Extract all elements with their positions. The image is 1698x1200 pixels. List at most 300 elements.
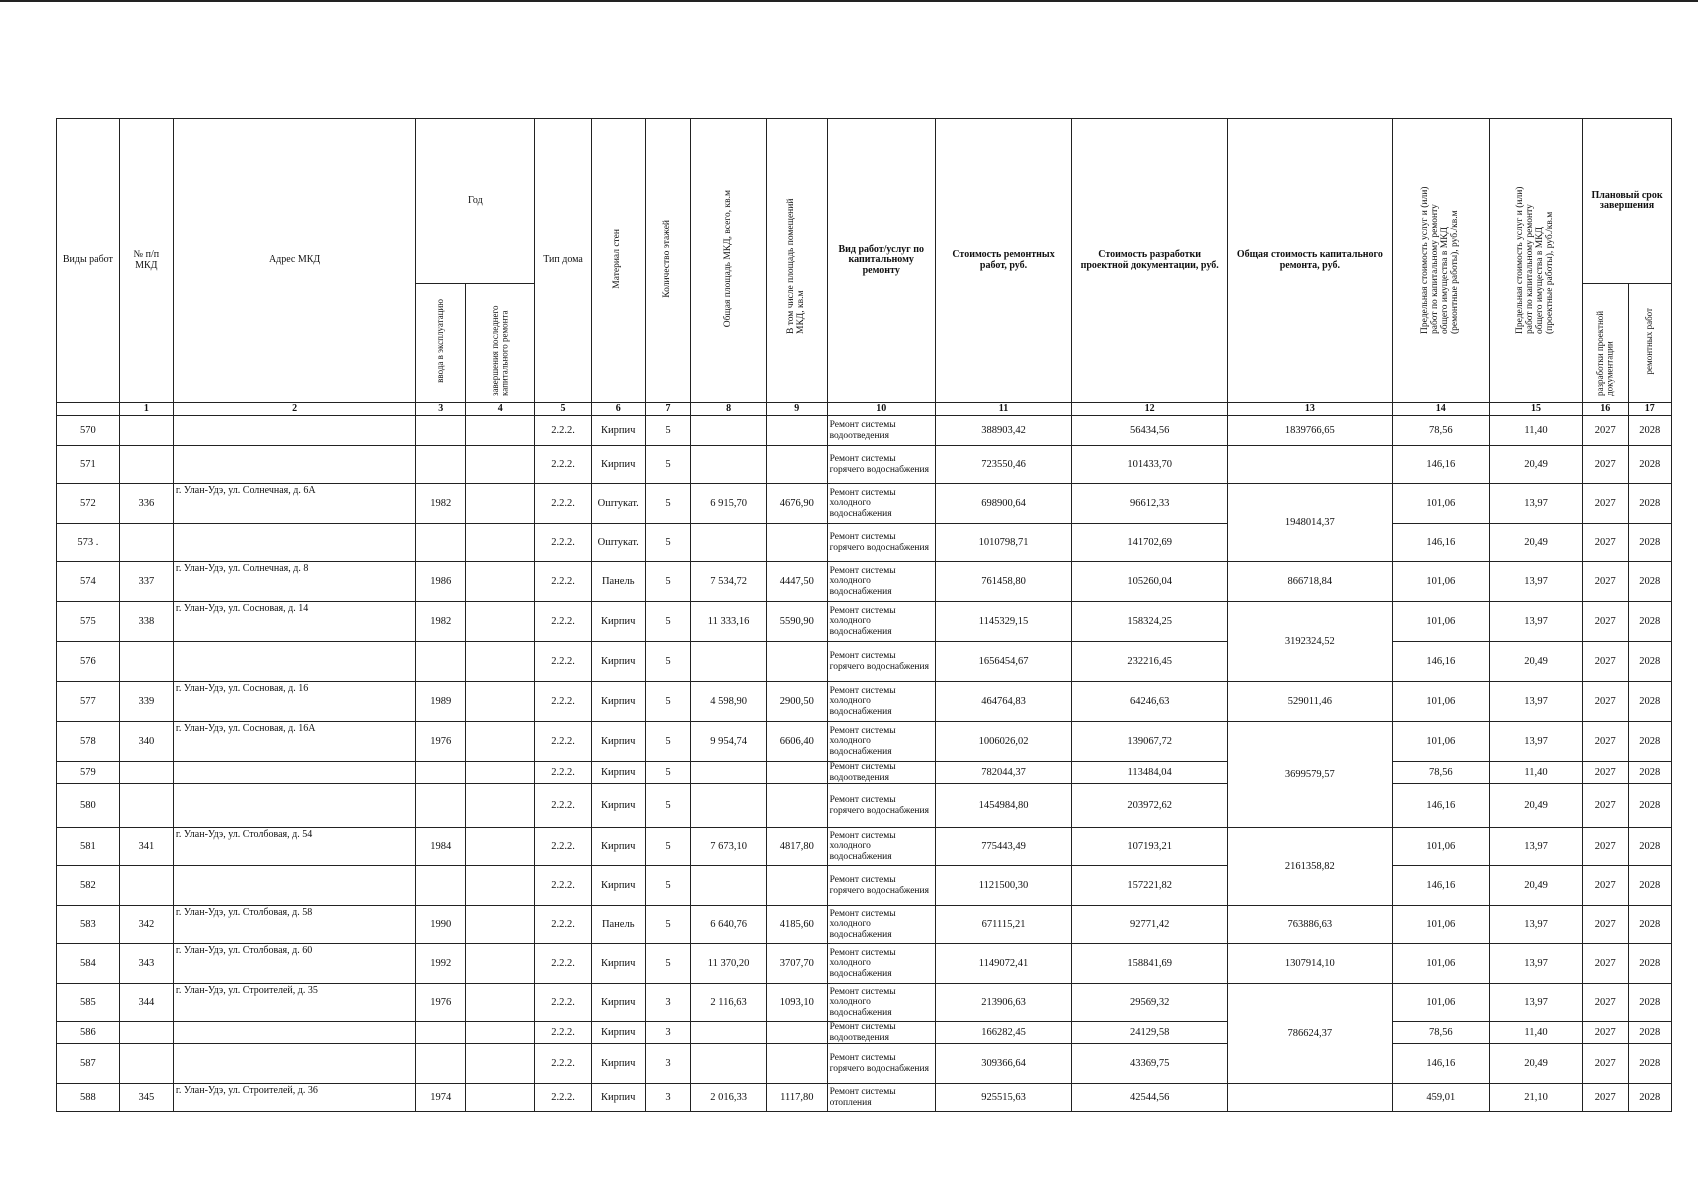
year-last-repair-cell [466,1044,535,1084]
house-type-cell: 2.2.2. [535,984,591,1022]
wall-material-cell: Кирпич [591,1044,645,1084]
term-design-cell: 2027 [1583,446,1628,484]
limit-repair-cell: 78,56 [1392,1022,1489,1044]
column-number-cell: 3 [416,403,466,416]
house-type-cell: 2.2.2. [535,906,591,944]
limit-design-cell: 13,97 [1490,562,1583,602]
year-commission-cell: 1986 [416,562,466,602]
column-number-cell: 16 [1583,403,1628,416]
term-design-cell: 2027 [1583,416,1628,446]
limit-design-cell: 20,49 [1490,866,1583,906]
service-type-cell: Ремонт системы холодного водоснабжения [827,562,935,602]
header-design-cost: Стоимость разработки проектной документации, руб. [1072,119,1228,403]
house-type-cell: 2.2.2. [535,484,591,524]
term-design-cell: 2027 [1583,642,1628,682]
repair-cost-cell: 388903,42 [935,416,1071,446]
mkd-number-cell: 345 [119,1084,173,1112]
term-repair-cell: 2028 [1628,642,1671,682]
limit-design-cell: 13,97 [1490,984,1583,1022]
column-number-cell [57,403,120,416]
header-term-repair: ремонтных работ [1628,284,1671,403]
column-number-cell: 4 [466,403,535,416]
wall-material-cell: Кирпич [591,446,645,484]
repair-cost-cell: 1006026,02 [935,722,1071,762]
premises-area-cell: 6606,40 [767,722,828,762]
term-repair-cell: 2028 [1628,722,1671,762]
mkd-number-cell: 344 [119,984,173,1022]
term-repair-cell: 2028 [1628,784,1671,828]
wall-material-cell: Кирпич [591,944,645,984]
limit-design-cell: 20,49 [1490,1044,1583,1084]
total-cost-cell: 3699579,57 [1228,722,1393,828]
header-limit-design: Предельная стоимость услуг и (или) работ по капитальному ремонту общего имущества в МКД (проектные работы), руб./кв.м [1490,119,1583,403]
premises-area-cell [767,642,828,682]
column-number-cell: 11 [935,403,1071,416]
row-number-cell: 582 [57,866,120,906]
design-cost-cell: 139067,72 [1072,722,1228,762]
address-cell: г. Улан-Удэ, ул. Столбовая, д. 58 [173,906,415,944]
mkd-number-cell [119,762,173,784]
table-row [57,984,1672,1022]
year-commission-cell: 1984 [416,828,466,866]
premises-area-cell [767,524,828,562]
floors-cell: 5 [645,642,690,682]
term-repair-cell: 2028 [1628,906,1671,944]
house-type-cell: 2.2.2. [535,416,591,446]
term-repair-cell: 2028 [1628,484,1671,524]
header-limit-repair: Предельная стоимость услуг и (или) работ по капитальному ремонту общего имущества в МКД (ремонтные работы), руб./кв.м [1392,119,1489,403]
limit-repair-cell: 101,06 [1392,944,1489,984]
limit-repair-cell: 146,16 [1392,866,1489,906]
limit-design-cell: 13,97 [1490,682,1583,722]
premises-area-cell: 2900,50 [767,682,828,722]
limit-repair-cell: 101,06 [1392,906,1489,944]
row-number-cell: 576 [57,642,120,682]
total-area-cell: 11 370,20 [691,944,767,984]
year-last-repair-cell [466,944,535,984]
mkd-number-cell [119,642,173,682]
row-number-cell: 585 [57,984,120,1022]
page-top-border [0,0,1698,2]
repair-cost-cell: 1149072,41 [935,944,1071,984]
table-row [57,602,1672,642]
address-cell: г. Улан-Удэ, ул. Сосновая, д. 16А [173,722,415,762]
column-number-cell: 14 [1392,403,1489,416]
row-number-cell: 584 [57,944,120,984]
term-design-cell: 2027 [1583,866,1628,906]
limit-repair-cell: 101,06 [1392,682,1489,722]
mkd-number-cell: 342 [119,906,173,944]
total-area-cell [691,446,767,484]
row-number-cell: 578 [57,722,120,762]
limit-repair-cell: 146,16 [1392,1044,1489,1084]
row-number-cell: 587 [57,1044,120,1084]
term-design-cell: 2027 [1583,524,1628,562]
limit-repair-cell: 78,56 [1392,416,1489,446]
total-area-cell: 2 016,33 [691,1084,767,1112]
repair-cost-cell: 1010798,71 [935,524,1071,562]
term-design-cell: 2027 [1583,722,1628,762]
repair-cost-cell: 925515,63 [935,1084,1071,1112]
floors-cell: 5 [645,906,690,944]
house-type-cell: 2.2.2. [535,866,591,906]
year-commission-cell [416,642,466,682]
column-number-cell: 15 [1490,403,1583,416]
header-total-area: Общая площадь МКД, всего, кв.м [691,119,767,403]
total-area-cell [691,784,767,828]
limit-repair-cell: 101,06 [1392,562,1489,602]
term-repair-cell: 2028 [1628,446,1671,484]
limit-design-cell: 13,97 [1490,602,1583,642]
repair-cost-cell: 1145329,15 [935,602,1071,642]
design-cost-cell: 92771,42 [1072,906,1228,944]
house-type-cell: 2.2.2. [535,828,591,866]
floors-cell: 5 [645,784,690,828]
mkd-number-cell [119,446,173,484]
service-type-cell: Ремонт системы холодного водоснабжения [827,602,935,642]
limit-design-cell: 20,49 [1490,642,1583,682]
mkd-number-cell [119,524,173,562]
limit-design-cell: 11,40 [1490,762,1583,784]
header-year: Год [416,119,535,284]
limit-design-cell: 13,97 [1490,828,1583,866]
service-type-cell: Ремонт системы горячего водоснабжения [827,642,935,682]
repair-cost-cell: 671115,21 [935,906,1071,944]
limit-repair-cell: 146,16 [1392,642,1489,682]
address-cell [173,446,415,484]
term-design-cell: 2027 [1583,784,1628,828]
year-last-repair-cell [466,784,535,828]
house-type-cell: 2.2.2. [535,1044,591,1084]
limit-design-cell: 20,49 [1490,784,1583,828]
address-cell [173,866,415,906]
table-row [57,762,1672,784]
repair-cost-cell: 464764,83 [935,682,1071,722]
row-number-cell: 573 . [57,524,120,562]
header-premises-area: В том числе площадь помещений МКД, кв.м [767,119,828,403]
year-last-repair-cell [466,762,535,784]
wall-material-cell: Кирпич [591,602,645,642]
year-last-repair-cell [466,722,535,762]
term-design-cell: 2027 [1583,562,1628,602]
design-cost-cell: 29569,32 [1072,984,1228,1022]
wall-material-cell: Кирпич [591,828,645,866]
year-last-repair-cell [466,602,535,642]
floors-cell: 5 [645,562,690,602]
total-area-cell [691,762,767,784]
header-floors: Количество этажей [645,119,690,403]
year-commission-cell [416,784,466,828]
term-repair-cell: 2028 [1628,416,1671,446]
service-type-cell: Ремонт системы горячего водоснабжения [827,866,935,906]
table-row [57,416,1672,446]
year-commission-cell: 1990 [416,906,466,944]
column-number-cell: 8 [691,403,767,416]
house-type-cell: 2.2.2. [535,562,591,602]
address-cell [173,1044,415,1084]
term-design-cell: 2027 [1583,682,1628,722]
total-area-cell: 4 598,90 [691,682,767,722]
address-cell: г. Улан-Удэ, ул. Столбовая, д. 54 [173,828,415,866]
wall-material-cell: Кирпич [591,784,645,828]
house-type-cell: 2.2.2. [535,1022,591,1044]
mkd-number-cell: 340 [119,722,173,762]
address-cell [173,416,415,446]
term-design-cell: 2027 [1583,762,1628,784]
year-commission-cell: 1992 [416,944,466,984]
term-design-cell: 2027 [1583,602,1628,642]
house-type-cell: 2.2.2. [535,446,591,484]
repair-cost-cell: 775443,49 [935,828,1071,866]
design-cost-cell: 158841,69 [1072,944,1228,984]
column-number-cell: 9 [767,403,828,416]
wall-material-cell: Кирпич [591,1022,645,1044]
header-term-design: разработки проектной документации [1583,284,1628,403]
term-repair-cell: 2028 [1628,602,1671,642]
floors-cell: 3 [645,984,690,1022]
address-cell: г. Улан-Удэ, ул. Солнечная, д. 8 [173,562,415,602]
row-number-cell: 577 [57,682,120,722]
mkd-number-cell [119,1022,173,1044]
premises-area-cell: 4447,50 [767,562,828,602]
wall-material-cell: Кирпич [591,642,645,682]
header-year-last-repair: завершения последнего капитального ремонта [466,284,535,403]
mkd-number-cell: 339 [119,682,173,722]
year-commission-cell [416,416,466,446]
premises-area-cell: 4817,80 [767,828,828,866]
term-design-cell: 2027 [1583,1022,1628,1044]
term-repair-cell: 2028 [1628,1084,1671,1112]
wall-material-cell: Оштукат. [591,484,645,524]
house-type-cell: 2.2.2. [535,762,591,784]
year-last-repair-cell [466,446,535,484]
total-area-cell: 11 333,16 [691,602,767,642]
term-design-cell: 2027 [1583,944,1628,984]
mkd-number-cell: 338 [119,602,173,642]
total-area-cell: 9 954,74 [691,722,767,762]
service-type-cell: Ремонт системы горячего водоснабжения [827,1044,935,1084]
row-number-cell: 570 [57,416,120,446]
address-cell [173,762,415,784]
header-address: Адрес МКД [173,119,415,403]
year-last-repair-cell [466,866,535,906]
table-row [57,866,1672,906]
wall-material-cell: Кирпич [591,722,645,762]
column-number-cell: 7 [645,403,690,416]
limit-repair-cell: 459,01 [1392,1084,1489,1112]
column-numbers-row [57,403,1672,416]
limit-repair-cell: 146,16 [1392,524,1489,562]
mkd-number-cell: 337 [119,562,173,602]
year-last-repair-cell [466,484,535,524]
premises-area-cell: 4676,90 [767,484,828,524]
table-body [57,416,1672,1112]
repair-cost-cell: 213906,63 [935,984,1071,1022]
service-type-cell: Ремонт системы холодного водоснабжения [827,906,935,944]
floors-cell: 5 [645,602,690,642]
term-repair-cell: 2028 [1628,682,1671,722]
limit-design-cell: 20,49 [1490,446,1583,484]
floors-cell: 5 [645,682,690,722]
year-last-repair-cell [466,1084,535,1112]
floors-cell: 5 [645,524,690,562]
year-commission-cell [416,1022,466,1044]
table-row [57,524,1672,562]
year-last-repair-cell [466,828,535,866]
repair-cost-cell: 1454984,80 [935,784,1071,828]
service-type-cell: Ремонт системы холодного водоснабжения [827,722,935,762]
premises-area-cell: 3707,70 [767,944,828,984]
mkd-number-cell [119,784,173,828]
wall-material-cell: Кирпич [591,1084,645,1112]
table-row [57,562,1672,602]
table-row [57,484,1672,524]
table-row [57,1044,1672,1084]
design-cost-cell: 141702,69 [1072,524,1228,562]
repair-cost-cell: 166282,45 [935,1022,1071,1044]
design-cost-cell: 64246,63 [1072,682,1228,722]
column-number-cell: 17 [1628,403,1671,416]
row-number-cell: 580 [57,784,120,828]
wall-material-cell: Панель [591,906,645,944]
column-number-cell: 6 [591,403,645,416]
mkd-number-cell [119,1044,173,1084]
house-type-cell: 2.2.2. [535,722,591,762]
year-commission-cell: 1982 [416,602,466,642]
design-cost-cell: 101433,70 [1072,446,1228,484]
year-last-repair-cell [466,562,535,602]
year-last-repair-cell [466,906,535,944]
header-mkd-no: № п/п МКД [119,119,173,403]
premises-area-cell [767,1044,828,1084]
term-design-cell: 2027 [1583,828,1628,866]
column-number-cell: 5 [535,403,591,416]
floors-cell: 5 [645,866,690,906]
limit-design-cell: 13,97 [1490,484,1583,524]
year-last-repair-cell [466,524,535,562]
floors-cell: 5 [645,828,690,866]
table-row [57,828,1672,866]
repair-cost-cell: 1121500,30 [935,866,1071,906]
mkd-number-cell [119,866,173,906]
address-cell: г. Улан-Удэ, ул. Строителей, д. 35 [173,984,415,1022]
total-cost-cell: 786624,37 [1228,984,1393,1084]
term-repair-cell: 2028 [1628,562,1671,602]
table-row [57,944,1672,984]
service-type-cell: Ремонт системы горячего водоснабжения [827,784,935,828]
limit-design-cell: 13,97 [1490,722,1583,762]
header-work-types: Виды работ [57,119,120,403]
repair-cost-cell: 698900,64 [935,484,1071,524]
service-type-cell: Ремонт системы холодного водоснабжения [827,944,935,984]
limit-repair-cell: 78,56 [1392,762,1489,784]
term-design-cell: 2027 [1583,984,1628,1022]
total-area-cell: 6 915,70 [691,484,767,524]
service-type-cell: Ремонт системы холодного водоснабжения [827,984,935,1022]
premises-area-cell [767,446,828,484]
limit-design-cell: 11,40 [1490,1022,1583,1044]
design-cost-cell: 42544,56 [1072,1084,1228,1112]
total-area-cell [691,642,767,682]
repair-cost-cell: 1656454,67 [935,642,1071,682]
service-type-cell: Ремонт системы отопления [827,1084,935,1112]
year-commission-cell: 1976 [416,722,466,762]
house-type-cell: 2.2.2. [535,642,591,682]
year-commission-cell [416,524,466,562]
column-number-cell: 1 [119,403,173,416]
service-type-cell: Ремонт системы горячего водоснабжения [827,524,935,562]
mkd-number-cell: 343 [119,944,173,984]
design-cost-cell: 232216,45 [1072,642,1228,682]
term-repair-cell: 2028 [1628,1044,1671,1084]
address-cell [173,524,415,562]
design-cost-cell: 203972,62 [1072,784,1228,828]
year-commission-cell: 1989 [416,682,466,722]
row-number-cell: 583 [57,906,120,944]
total-area-cell [691,416,767,446]
design-cost-cell: 56434,56 [1072,416,1228,446]
mkd-number-cell [119,416,173,446]
design-cost-cell: 158324,25 [1072,602,1228,642]
address-cell [173,1022,415,1044]
column-number-cell: 10 [827,403,935,416]
floors-cell: 3 [645,1084,690,1112]
total-cost-cell [1228,446,1393,484]
year-commission-cell [416,446,466,484]
column-number-cell: 12 [1072,403,1228,416]
floors-cell: 5 [645,446,690,484]
house-type-cell: 2.2.2. [535,602,591,642]
header-wall-material: Материал стен [591,119,645,403]
service-type-cell: Ремонт системы водоотведения [827,762,935,784]
premises-area-cell: 5590,90 [767,602,828,642]
row-number-cell: 575 [57,602,120,642]
floors-cell: 5 [645,762,690,784]
house-type-cell: 2.2.2. [535,524,591,562]
term-design-cell: 2027 [1583,1084,1628,1112]
limit-repair-cell: 101,06 [1392,484,1489,524]
year-commission-cell [416,762,466,784]
total-cost-cell: 2161358,82 [1228,828,1393,906]
total-cost-cell: 866718,84 [1228,562,1393,602]
premises-area-cell [767,416,828,446]
limit-design-cell: 13,97 [1490,944,1583,984]
house-type-cell: 2.2.2. [535,1084,591,1112]
table-row [57,784,1672,828]
design-cost-cell: 157221,82 [1072,866,1228,906]
wall-material-cell: Кирпич [591,416,645,446]
address-cell: г. Улан-Удэ, ул. Сосновая, д. 16 [173,682,415,722]
repair-cost-cell: 309366,64 [935,1044,1071,1084]
total-area-cell [691,866,767,906]
limit-repair-cell: 146,16 [1392,784,1489,828]
total-cost-cell: 1948014,37 [1228,484,1393,562]
limit-design-cell: 21,10 [1490,1084,1583,1112]
wall-material-cell: Кирпич [591,682,645,722]
column-number-cell: 13 [1228,403,1393,416]
year-commission-cell [416,866,466,906]
header-year-commission: ввода в эксплуатацию [416,284,466,403]
total-area-cell [691,1022,767,1044]
total-cost-cell: 763886,63 [1228,906,1393,944]
total-cost-cell: 529011,46 [1228,682,1393,722]
service-type-cell: Ремонт системы холодного водоснабжения [827,484,935,524]
repair-cost-cell: 723550,46 [935,446,1071,484]
table-row [57,446,1672,484]
term-repair-cell: 2028 [1628,866,1671,906]
design-cost-cell: 96612,33 [1072,484,1228,524]
house-type-cell: 2.2.2. [535,944,591,984]
